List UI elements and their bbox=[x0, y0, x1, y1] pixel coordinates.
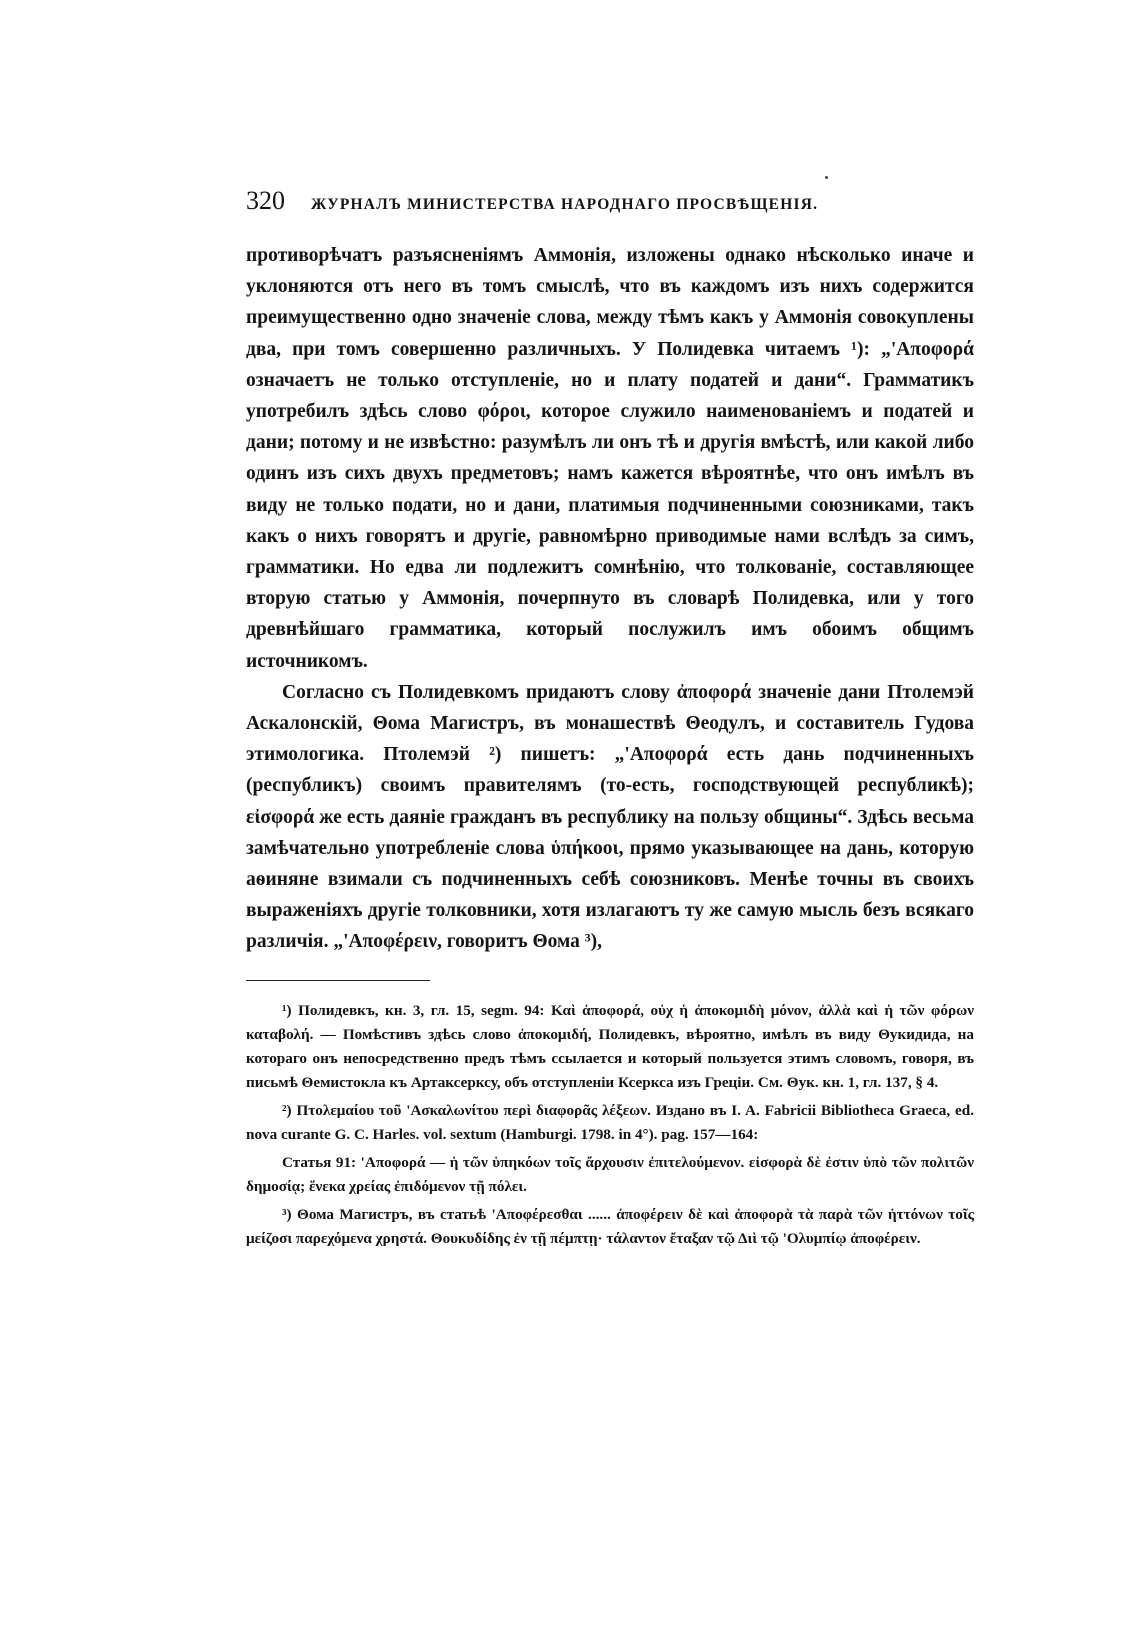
journal-title: ЖУРНАЛЪ МИНИСТЕРСТВА НАРОДНАГО ПРОСВѢЩЕНІЯ. bbox=[311, 196, 819, 213]
footnote-2: ²) Πτολεμαίου τοῦ 'Ασκαλωνίτου περὶ διαφορᾶς λέξεων. Издано въ I. A. Fabricii Bibliotheca Graeca, ed. nova curante G. C. Harles. vol. sextum (Hamburgi. 1798. in 4°). pag. 157—164: bbox=[246, 1101, 974, 1143]
footnote-1: ¹) Полидевкъ, кн. 3, гл. 15, segm. 94: Καὶ ἀποφορά, οὐχ ἡ ἀποκομιδὴ μόνον, ἀλλὰ καὶ ἡ τῶν φόρων καταβολή. — Помѣстивъ здѣсь слово ἀποκομιδή, Полидевкъ, вѣроятно, имѣлъ въ виду Θукидида, на котораго онъ непосредственно предъ тѣмъ ссылается и который пользуется этимъ словомъ, говоря, въ письмѣ Θемистокла къ Артаксерксу, объ отступленіи Ксеркса изъ Греціи. См. Θук. кн. 1, гл. 137, § 4. bbox=[246, 1001, 974, 1091]
running-head bbox=[246, 186, 974, 226]
footnote-separator bbox=[246, 980, 430, 981]
footnote-3: ³) Θома Магистръ, въ статьѣ 'Αποφέρεσθαι ...... ἀποφέρειν δὲ καὶ ἀποφορὰ τὰ παρὰ τῶν ἡττόνων τοῖς μείζοσι παρεχόμενα χρηστά. Θουκυδίδης ἐν τῇ πέμπτῃ· τάλαντον ἔταξαν τῷ Διὶ τῷ 'Ολυμπίῳ ἀποφέρειν. bbox=[246, 1205, 974, 1247]
footnote-2-quote: Статья 91: 'Αποφορά — ἡ τῶν ὑπηκόων τοῖς ἄρχουσιν ἐπιτελούμενον. εἰσφορὰ δὲ ἐστιν ὑπὸ τῶν πολιτῶν δημοσίᾳ; ἕνεκα χρείας ἐπιδόμενον τῇ πόλει. bbox=[246, 1153, 974, 1195]
print-speck bbox=[825, 176, 828, 179]
page-number: 320 bbox=[246, 186, 285, 215]
book-page bbox=[246, 186, 974, 1386]
paragraph-ptolemy: Согласно съ Полидевкомъ придаютъ слову ἀποφορά значеніе дани Птолемэй Аскалонскій, Θома Магистръ, въ монашествѣ Θеодулъ, и составитель Гудова этимологика. Птолемэй ²) пишетъ: „'Αποφορά есть дань подчиненныхъ (республикъ) своимъ правителямъ (то-есть, господствующей республикѣ); εἰσφορά же есть даяніе гражданъ въ республику на пользу общины“. Здѣсь весьма замѣчательно употребленіе слова ὑπήκοοι, прямо указывающее на дань, которую аѳиняне взимали съ подчиненныхъ себѣ союзниковъ. Менѣе точны въ своихъ выраженіяхъ другіе толковники, хотя излагаютъ ту же самую мысль безъ всякаго различія. „'Αποφέρειν, говоритъ Θома ³), bbox=[246, 681, 974, 953]
paragraph-continued: противорѣчатъ разъясненіямъ Аммонія, изложены однако нѣсколько иначе и уклоняются отъ него въ томъ смыслѣ, что въ каждомъ изъ нихъ содержится преимущественно одно значеніе слова, между тѣмъ какъ у Аммонія совокуплены два, при томъ совершенно различныхъ. У Полидевка читаемъ ¹): „'Αποφορά означаетъ не только отступленіе, но и плату податей и дани“. Грамматикъ употребилъ здѣсь слово φόροι, которое служило наименованіемъ и податей и дани; потому и не извѣстно: разумѣлъ ли онъ тѣ и другія вмѣстѣ, или какой либо одинъ изъ сихъ двухъ предметовъ; намъ кажется вѣроятнѣе, что онъ имѣлъ въ виду не только подати, но и дани, платимыя подчиненными союзниками, такъ какъ о нихъ говорятъ и другіе, равномѣрно приводимые нами вслѣдъ за симъ, грамматики. Но едва ли подлежитъ сомнѣнію, что толкованіе, составляющее вторую статью у Аммонія, почерпнуто въ словарѣ Полидевка, или у того древнѣйшаго грамматика, который послужилъ имъ обоимъ общимъ источникомъ. bbox=[246, 245, 974, 672]
